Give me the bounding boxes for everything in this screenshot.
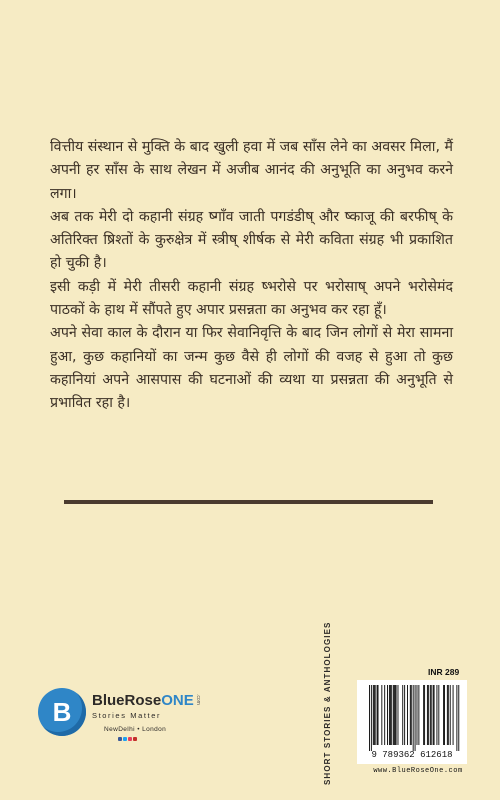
barcode-bar <box>395 685 396 745</box>
blurb-paragraph-1: वित्तीय संस्थान से मुक्ति के बाद खुली हवा में जब साँस लेने का अवसर मिला, मैं अपनी हर साँस के साथ लेखन में अजीब आनंद की अनुभूति का अनुभव करने लगा। <box>50 139 453 202</box>
blurb-text <box>50 136 453 416</box>
barcode-bar <box>447 685 448 745</box>
barcode-bar <box>418 685 419 745</box>
barcode-bar <box>444 685 445 745</box>
barcode-icon <box>362 685 462 759</box>
publisher-name: BlueRoseONE <box>92 692 194 709</box>
barcode-bar <box>438 685 439 745</box>
barcode-bar <box>431 685 432 745</box>
barcode-bar <box>373 685 374 745</box>
barcode-bar <box>378 685 379 745</box>
barcode-bar <box>427 685 428 745</box>
divider-rule <box>64 500 433 504</box>
social-icon <box>123 737 127 741</box>
barcode-bar <box>393 685 394 745</box>
barcode-bar <box>374 685 375 745</box>
barcode-bar <box>436 685 437 745</box>
barcode-bar <box>377 685 378 745</box>
blurb-paragraph-2: अब तक मेरी दो कहानी संग्रह ष्गाँव जाती पगडंडीष् और ष्काजू की बरफीष् के अतिरिक्त ष्रिश्तों के कुरुक्षेत्र में स्त्रीष् शीर्षक से मेरी कविता संग्रह भी प्रकाशित हो चुकी है। <box>50 208 453 272</box>
barcode-bar <box>391 685 392 745</box>
barcode-bar <box>402 685 403 745</box>
barcode-bar <box>453 685 454 745</box>
blurb-paragraph-4: अपने सेवा काल के दौरान या फिर सेवानिवृत्ति के बाद जिन लोगों से मेरा सामना हुआ, कुछ कहानियों का जन्म कुछ वैसे ही लोगों की वजह से हुआ तो कुछ कहानियां अपने आसपास की घटनाओं की व्यथा या प्रसन्नता की अनुभूति से प्रभावित रहा है। <box>50 325 453 412</box>
barcode-bar <box>413 685 414 751</box>
barcode-bar <box>411 685 412 745</box>
publisher-tagline: Stories Matter <box>92 711 162 720</box>
barcode-bar <box>389 685 390 745</box>
barcode-bar <box>443 685 444 745</box>
social-icon <box>128 737 132 741</box>
price-label: INR 289 <box>428 667 460 677</box>
barcode-bar <box>384 685 385 745</box>
isbn-website: www.BlueRoseOne.com <box>373 767 463 775</box>
barcode-bar <box>375 685 376 745</box>
publisher-logo <box>38 684 228 754</box>
barcode-bar <box>448 685 449 745</box>
barcode-bar <box>410 685 411 745</box>
barcode-bar <box>369 685 370 751</box>
publisher-locations: NewDelhi • London <box>104 726 167 733</box>
barcode-bar <box>417 685 418 745</box>
barcode-bar <box>371 685 372 751</box>
barcode-bar <box>423 685 424 745</box>
isbn-barcode <box>357 680 467 764</box>
barcode-bar <box>394 685 395 745</box>
barcode-bar <box>381 685 382 745</box>
genre-label: SHORT STORIES & ANTHOLOGIES <box>323 621 332 785</box>
social-icons <box>118 737 137 741</box>
barcode-bar <box>398 685 399 745</box>
isbn-number: 9 789362 612618 <box>371 750 453 759</box>
barcode-bar <box>434 685 435 745</box>
barcode-bar <box>456 685 457 751</box>
barcode-bar <box>433 685 434 745</box>
barcode-bar <box>407 685 408 745</box>
barcode-bar <box>458 685 459 751</box>
barcode-bar <box>450 685 451 745</box>
barcode-bar <box>404 685 405 745</box>
barcode-bar <box>390 685 391 745</box>
barcode-bar <box>424 685 425 745</box>
barcode-bar <box>387 685 388 745</box>
blurb-paragraph-3: इसी कड़ी में मेरी तीसरी कहानी संग्रह ष्भरोसे पर भरोसाष् अपने भरोसेमंद पाठकों के हाथ में सौंपते हुए अपार प्रसन्नता का अनुभव कर रहा हूँ। <box>50 278 453 319</box>
publisher-domain-suffix: .com <box>195 694 201 705</box>
barcode-bar <box>430 685 431 745</box>
barcode-bar <box>415 685 416 751</box>
barcode-bar <box>396 685 397 745</box>
bluerose-badge-icon: B <box>38 688 86 736</box>
social-icon <box>133 737 137 741</box>
social-icon <box>118 737 122 741</box>
barcode-bar <box>428 685 429 745</box>
